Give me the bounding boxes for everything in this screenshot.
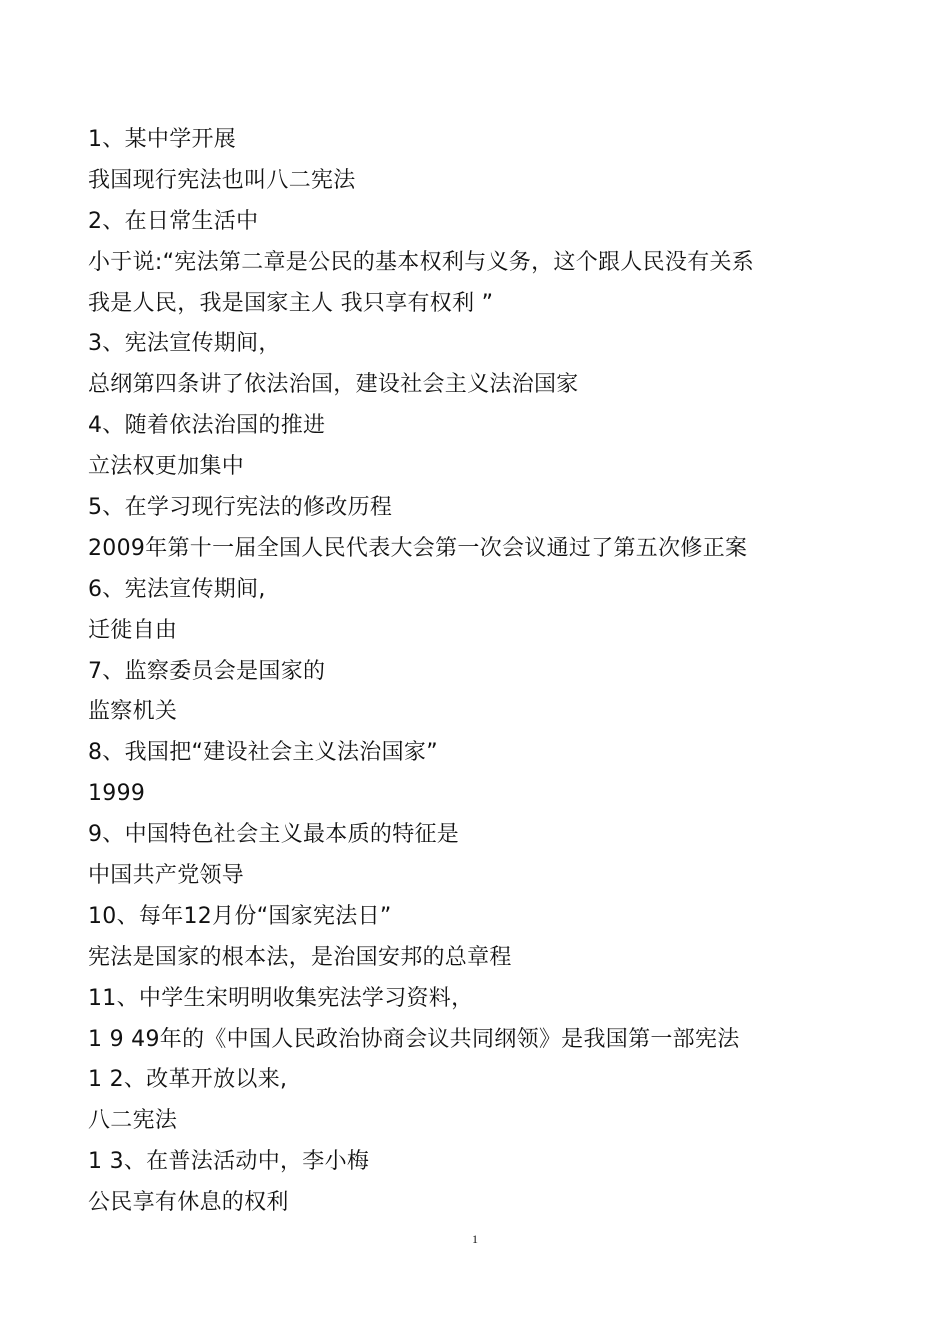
line-20: 10、每年12月份“国家宪法日” [88,903,392,929]
line-4: 小于说:“宪法第二章是公民的基本权利与义务，这个跟人民没有关系 [88,249,755,275]
line-25: 八二宪法 [88,1108,178,1134]
line-27: 公民享有休息的权利 [88,1190,289,1216]
line-11: 2009年第十一届全国人民代表大会第一次会议通过了第五次修正案 [88,535,748,561]
line-8: 4、随着依法治国的推进 [88,413,326,439]
line-5: 我是人民，我是国家主人 我只享有权利 ” [88,290,494,316]
document-body [88,120,888,1224]
line-3: 2、在日常生活中 [88,208,259,234]
line-14: 7、监察委员会是国家的 [88,658,326,684]
line-19: 中国共产党领导 [88,863,245,889]
line-21: 宪法是国家的根本法，是治国安邦的总章程 [88,944,512,970]
line-16: 8、我国把“建设社会主义法治国家” [88,740,438,766]
line-9: 立法权更加集中 [88,454,245,480]
line-26: 1 3、在普法活动中，李小梅 [88,1149,370,1175]
line-7: 总纲第四条讲了依法治国，建设社会主义法治国家 [88,372,579,398]
line-13: 迁徙自由 [88,617,178,643]
page-number: 1 [472,1232,478,1246]
line-12: 6、宪法宣传期间, [88,576,266,602]
line-24: 1 2、改革开放以来, [88,1067,288,1093]
line-1: 1、某中学开展 [88,127,237,152]
line-23: 1 9 49年的《中国人民政治协商会议共同纲领》是我国第一部宪法 [88,1026,740,1052]
line-10: 5、在学习现行宪法的修改历程 [88,495,393,521]
line-15: 监察机关 [88,699,178,725]
line-18: 9、中国特色社会主义最本质的特征是 [88,822,460,848]
line-17: 1999 [88,781,146,807]
line-2: 我国现行宪法也叫八二宪法 [88,167,356,193]
line-22: 11、中学生宋明明收集宪法学习资料， [88,985,474,1011]
line-6: 3、宪法宣传期间， [88,331,281,357]
